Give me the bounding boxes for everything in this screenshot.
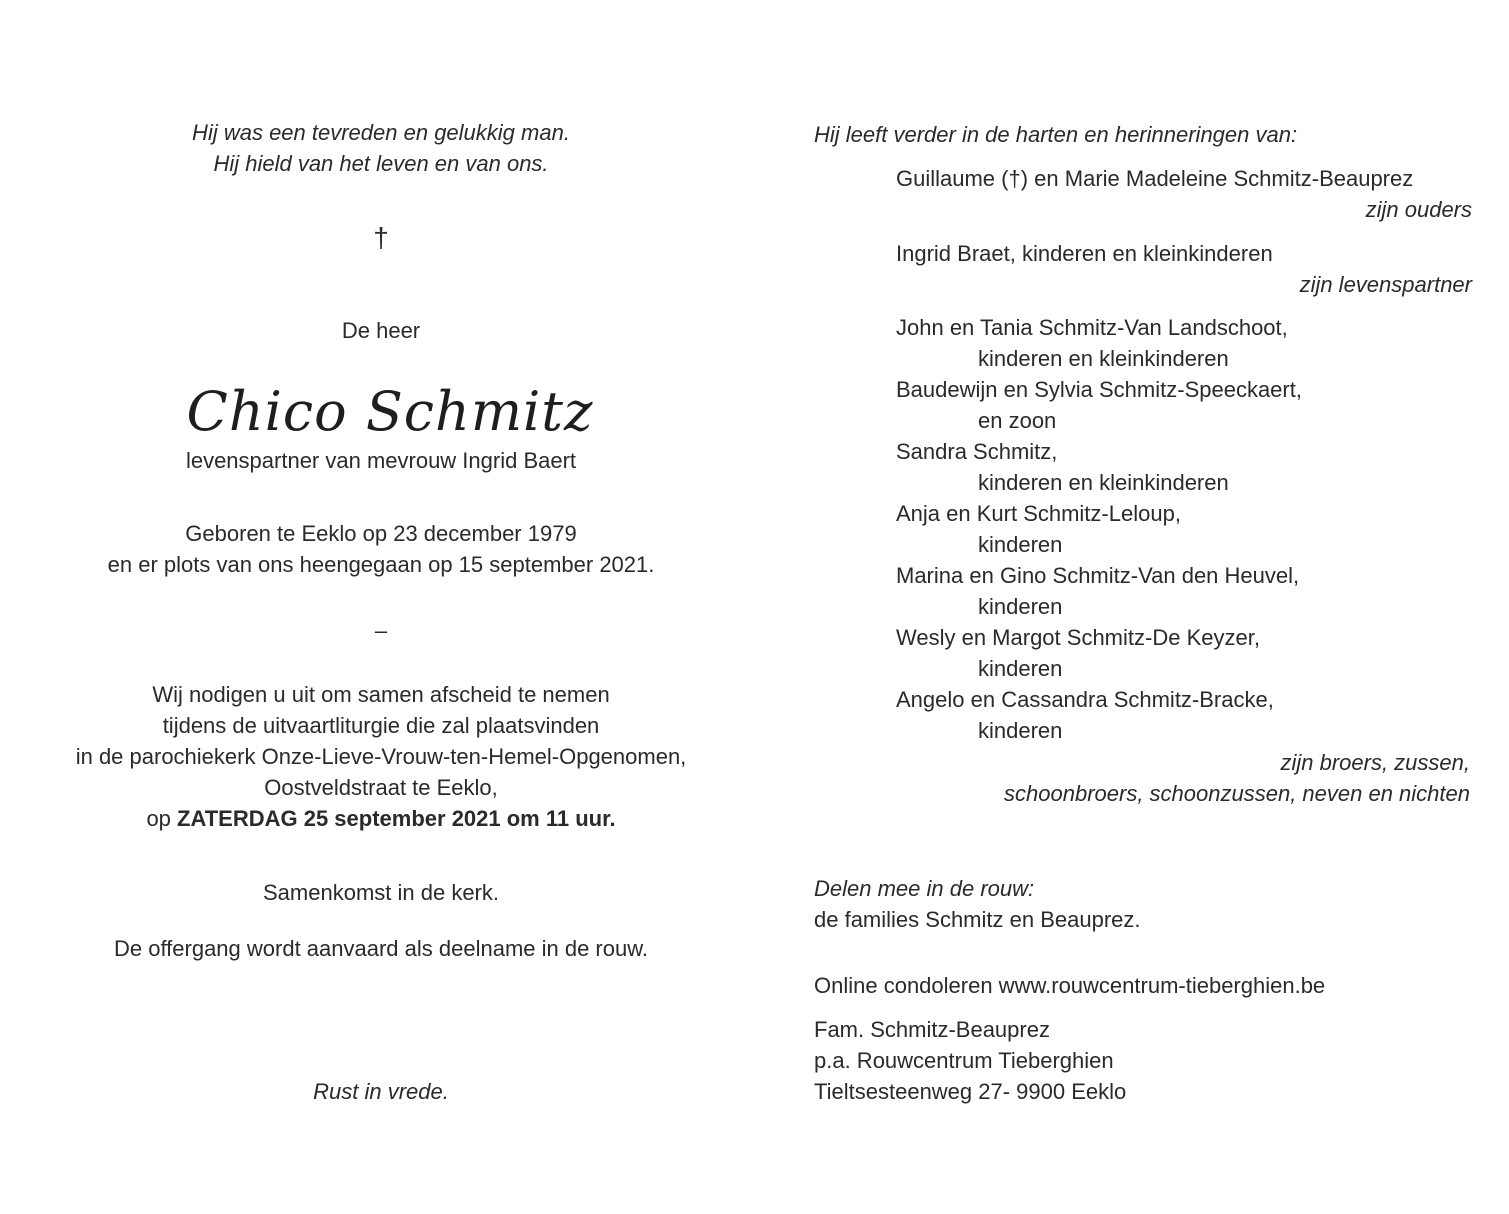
offering-line: De offergang wordt aanvaard als deelname in de rouw.	[113, 936, 649, 961]
sibling-sub: kinderen	[978, 532, 1063, 557]
share-families: de families Schmitz en Beauprez.	[814, 907, 1141, 932]
parents-role: zijn ouders	[1365, 197, 1472, 222]
sibling-sub: kinderen	[978, 594, 1063, 619]
invite-line-1: Wij nodigen u uit om samen afscheid te nemen	[152, 682, 610, 707]
service-date	[146, 803, 615, 834]
sibling-sub: kinderen en kleinkinderen	[978, 470, 1229, 495]
deceased-name: Chico Schmitz	[186, 380, 594, 443]
cross-icon: †	[373, 222, 389, 253]
quote-line-2: Hij hield van het leven en van ons.	[213, 151, 549, 176]
separator-dash: –	[374, 618, 388, 643]
small-cross-icon: †	[1008, 166, 1021, 191]
gathering-line: Samenkomst in de kerk.	[263, 880, 499, 905]
sibling-name: Anja en Kurt Schmitz-Leloup,	[896, 501, 1181, 526]
partner-family-line: Ingrid Braet, kinderen en kleinkinderen	[896, 241, 1273, 266]
sibling-name: Sandra Schmitz,	[896, 439, 1058, 464]
siblings-role-1: zijn broers, zussen,	[1280, 750, 1470, 775]
sibling-name: Baudewijn en Sylvia Schmitz-Speeckaert,	[896, 377, 1302, 402]
death-line: en er plots van ons heengegaan op 15 september 2021.	[107, 552, 655, 577]
address-line-3: Tieltsesteenweg 27- 9900 Eeklo	[814, 1079, 1127, 1104]
partner-role: zijn levenspartner	[1299, 272, 1472, 297]
sibling-name: Wesly en Margot Schmitz-De Keyzer,	[896, 625, 1260, 650]
sibling-sub: kinderen	[978, 718, 1063, 743]
sibling-sub: kinderen	[978, 656, 1063, 681]
service-date-main: ZATERDAG 25 september 2021 om 11 uur.	[177, 806, 616, 831]
sibling-name: John en Tania Schmitz-Van Landschoot,	[896, 315, 1288, 340]
rest-in-peace: Rust in vrede.	[313, 1079, 449, 1104]
address-line-2: p.a. Rouwcentrum Tieberghien	[814, 1048, 1114, 1073]
invite-line-2: tijdens de uitvaartliturgie die zal plaatsvinden	[162, 713, 600, 738]
survivors-intro: Hij leeft verder in de harten en herinneringen van:	[814, 122, 1298, 147]
address-line-1: Fam. Schmitz-Beauprez	[814, 1017, 1050, 1042]
parents-line: Guillaume (†) en Marie Madeleine Schmitz-Beauprez	[896, 166, 1414, 191]
siblings-role-2: schoonbroers, schoonzussen, neven en nichten	[1004, 781, 1470, 806]
quote-line-1: Hij was een tevreden en gelukkig man.	[192, 120, 570, 145]
invite-line-4: Oostveldstraat te Eeklo,	[264, 775, 498, 800]
share-label: Delen mee in de rouw:	[814, 876, 1035, 901]
sibling-name: Angelo en Cassandra Schmitz-Bracke,	[896, 687, 1274, 712]
online-condolence: Online condoleren www.rouwcentrum-tieberghien.be	[814, 973, 1326, 998]
service-date-prefix: op	[146, 806, 178, 831]
sibling-sub: kinderen en kleinkinderen	[978, 346, 1229, 371]
sibling-sub: en zoon	[978, 408, 1057, 433]
title-label: De heer	[341, 318, 421, 343]
birth-line: Geboren te Eeklo op 23 december 1979	[185, 521, 577, 546]
partner-line: levenspartner van mevrouw Ingrid Baert	[185, 448, 577, 473]
sibling-name: Marina en Gino Schmitz-Van den Heuvel,	[896, 563, 1300, 588]
invite-line-3: in de parochiekerk Onze-Lieve-Vrouw-ten-Hemel-Opgenomen,	[75, 744, 687, 769]
